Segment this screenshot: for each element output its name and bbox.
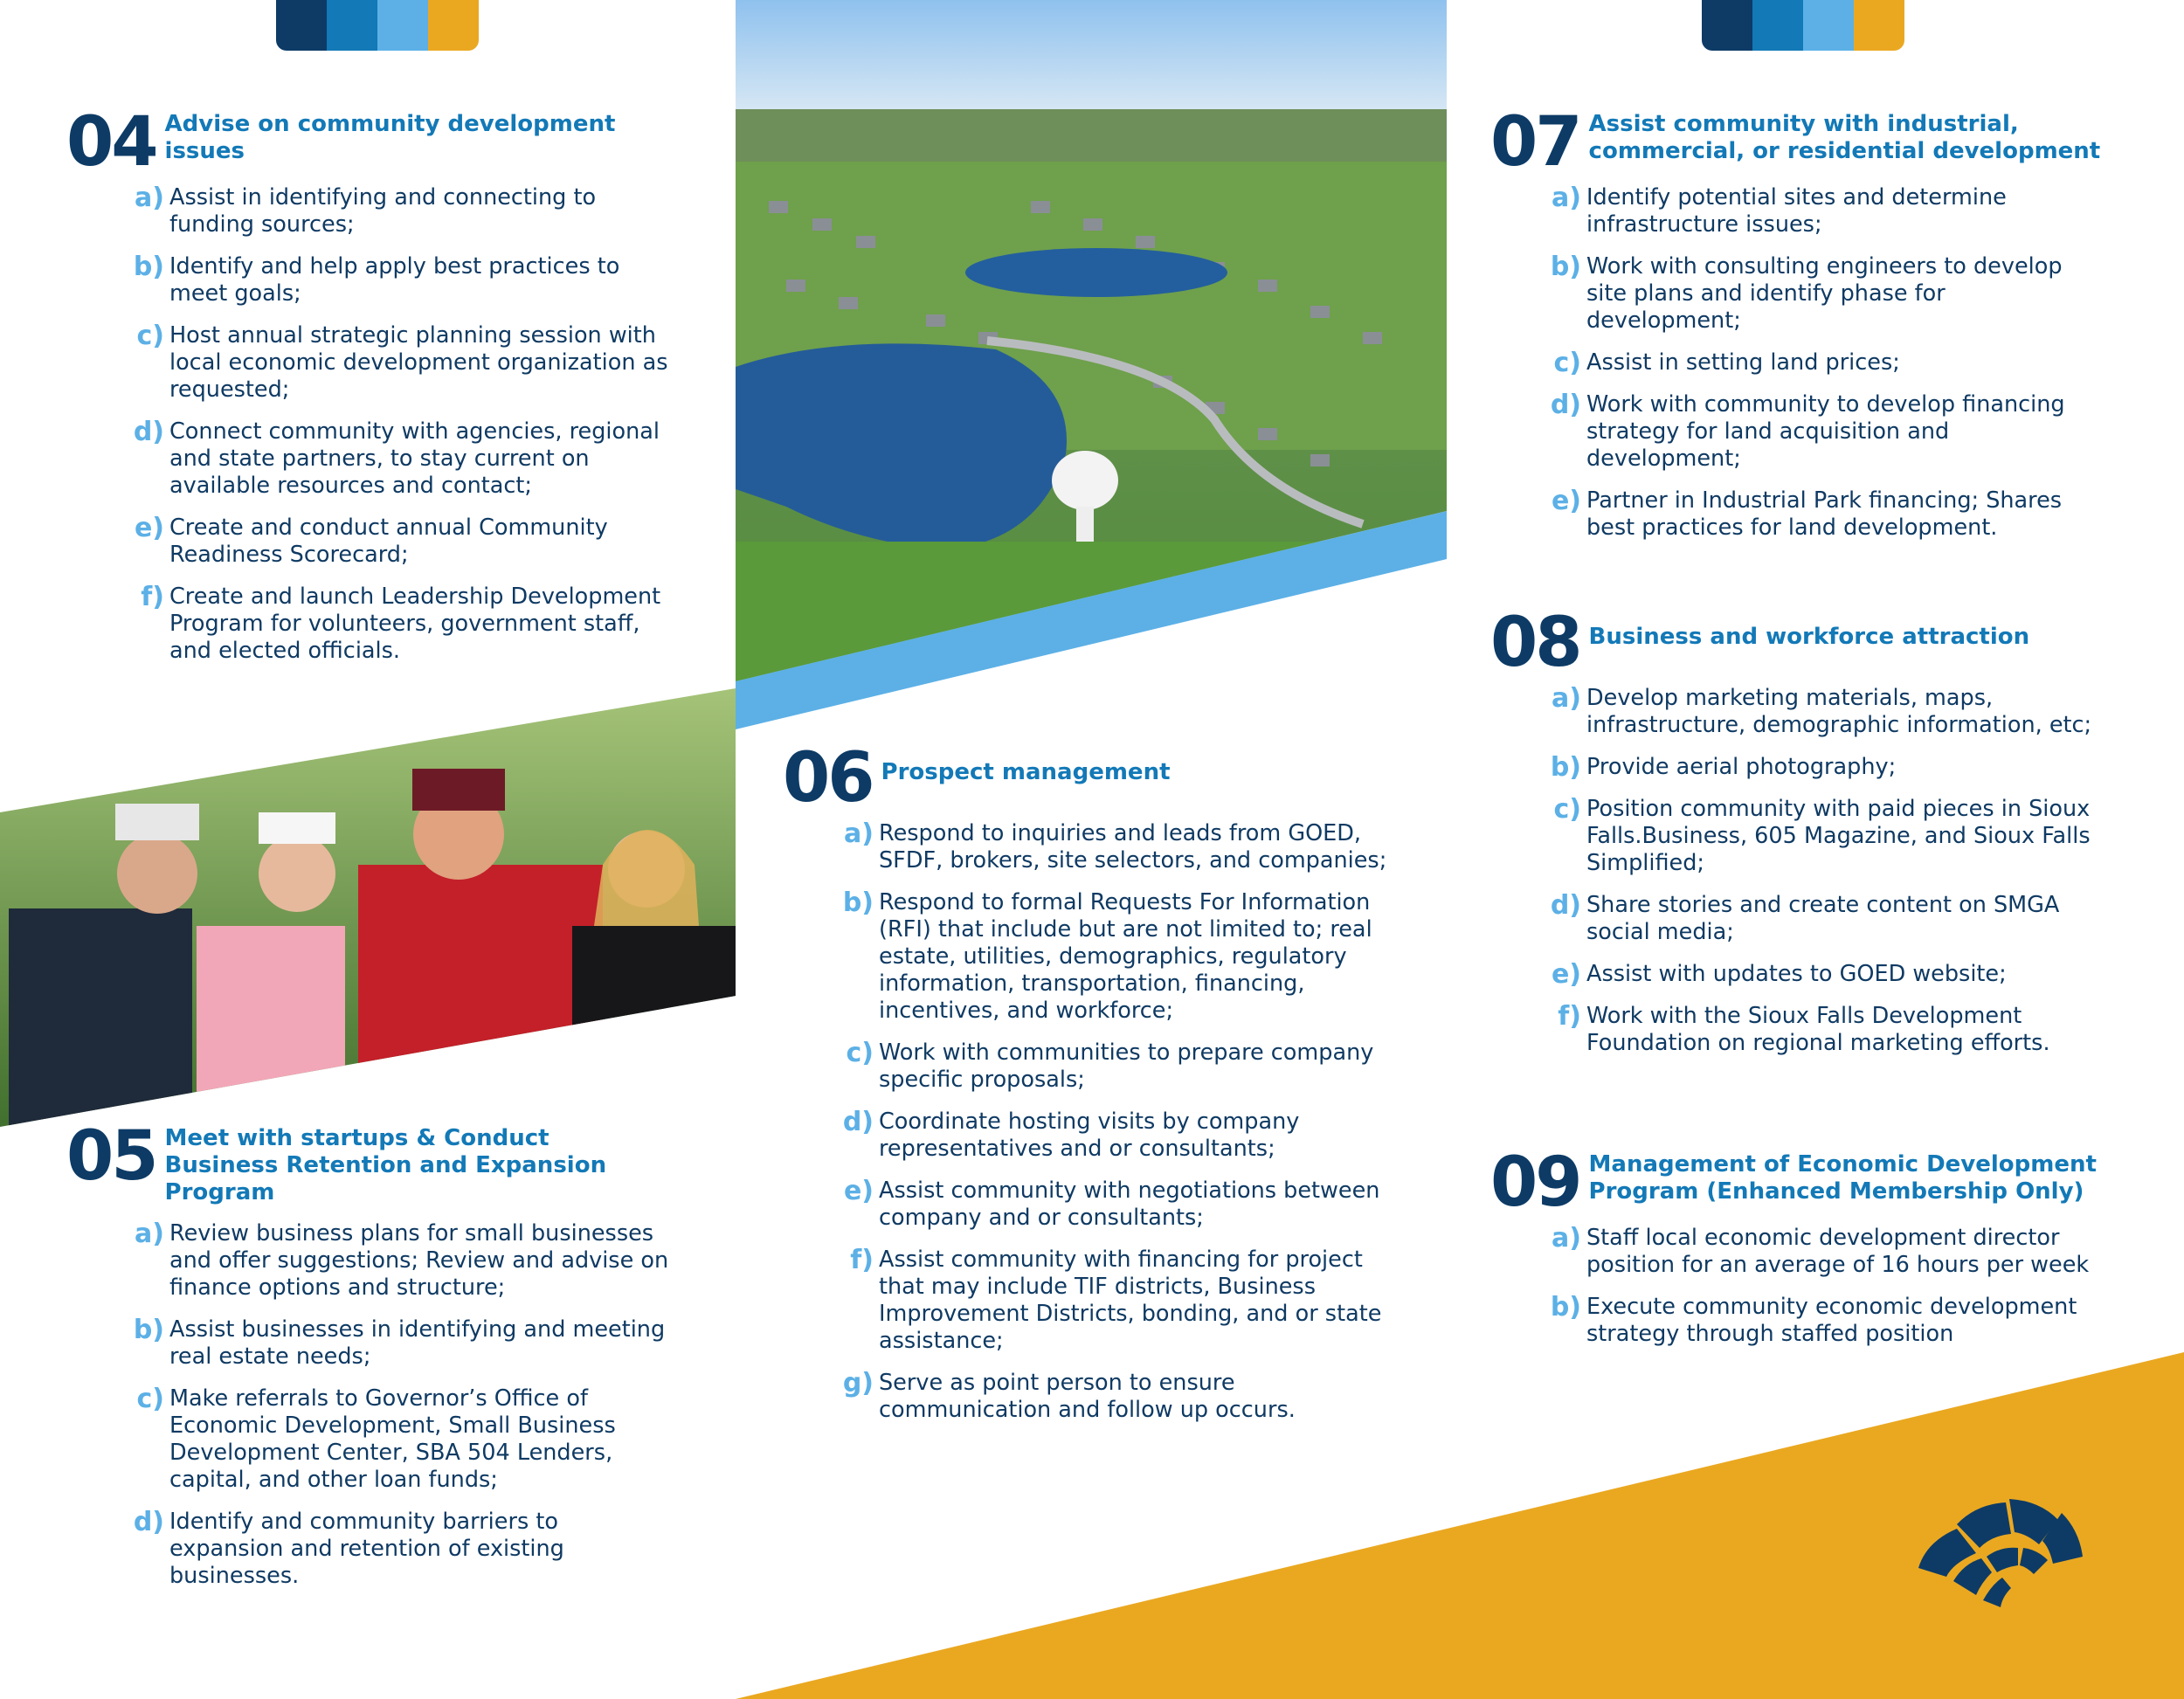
section-title: Prospect management bbox=[881, 759, 1171, 785]
item-text: Respond to inquiries and leads from GOED, SFDF, brokers, site selectors, and companies; bbox=[879, 820, 1387, 874]
item-text: Share stories and create content on SMGA social media; bbox=[1586, 892, 2060, 945]
list-item bbox=[124, 584, 669, 665]
item-text: Assist in identifying and connecting to funding sources; bbox=[169, 184, 597, 238]
list-item bbox=[124, 418, 669, 500]
item-text: Coordinate hosting visits by company representatives and or consultants; bbox=[879, 1108, 1300, 1162]
item-text: Identify and help apply best practices to meet goals; bbox=[169, 253, 620, 307]
list-item bbox=[1541, 1225, 2102, 1279]
item-letter: g) bbox=[842, 1368, 874, 1399]
item-text: Identify potential sites and determine infrastructure issues; bbox=[1586, 184, 2007, 238]
list-item bbox=[124, 322, 669, 404]
list-item bbox=[1541, 391, 2102, 473]
list-item bbox=[124, 1385, 669, 1494]
item-text: Review business plans for small businesses and offer suggestions; Review and advise on finance options and structure; bbox=[169, 1220, 669, 1301]
section-number: 06 bbox=[783, 739, 873, 818]
section-title: Business and workforce attraction bbox=[1588, 624, 2030, 650]
item-text: Assist businesses in identifying and meeting real estate needs; bbox=[169, 1316, 666, 1370]
list-item bbox=[833, 820, 1403, 874]
item-letter: e) bbox=[1551, 486, 1581, 516]
item-letter: b) bbox=[133, 1315, 164, 1345]
item-letter: b) bbox=[1550, 252, 1581, 282]
section-header bbox=[66, 1117, 669, 1206]
section-09 bbox=[1490, 1143, 2102, 1363]
item-letter: c) bbox=[846, 1038, 874, 1068]
section-06 bbox=[783, 739, 1403, 1439]
section-title: Management of Economic Development Program (Enhanced Membership Only) bbox=[1588, 1151, 2097, 1205]
section-header bbox=[783, 739, 1403, 818]
item-text: Work with community to develop financing strategy for land acquisition and development; bbox=[1586, 391, 2065, 472]
list-item bbox=[1541, 253, 2102, 335]
list-item bbox=[1541, 487, 2102, 542]
list-item bbox=[1541, 961, 2102, 988]
item-text: Assist in setting land prices; bbox=[1586, 349, 1900, 376]
item-letter: f) bbox=[1558, 1001, 1581, 1032]
item-text: Work with communities to prepare company specific proposals; bbox=[879, 1039, 1374, 1093]
item-text: Staff local economic development director position for an average of 16 hours per week bbox=[1586, 1225, 2090, 1278]
list-item bbox=[124, 1316, 669, 1371]
color-bars-left bbox=[276, 0, 479, 51]
item-list bbox=[1541, 1225, 2102, 1348]
list-item bbox=[1541, 796, 2102, 877]
list-item bbox=[124, 515, 669, 569]
item-text: Develop marketing materials, maps, infrastructure, demographic information, etc; bbox=[1586, 685, 2092, 738]
color-bars-right bbox=[1702, 0, 1904, 51]
section-07 bbox=[1490, 103, 2102, 556]
list-item bbox=[833, 1247, 1403, 1355]
item-letter: d) bbox=[842, 1107, 874, 1137]
list-item bbox=[833, 1370, 1403, 1424]
item-letter: d) bbox=[1550, 890, 1581, 921]
item-text: Create and launch Leadership Development Program for volunteers, government staff, and elected officials. bbox=[169, 584, 661, 664]
list-item bbox=[124, 253, 669, 307]
item-text: Identify and community barriers to expansion and retention of existing businesses. bbox=[169, 1509, 564, 1589]
item-letter: c) bbox=[1553, 348, 1581, 378]
section-title: Meet with startups & Conduct Business Retention and Expansion Program bbox=[164, 1125, 607, 1205]
section-05 bbox=[66, 1117, 669, 1605]
list-item bbox=[1541, 349, 2102, 376]
list-item bbox=[124, 1509, 669, 1590]
list-item bbox=[1541, 184, 2102, 238]
item-letter: c) bbox=[136, 1384, 164, 1414]
section-title: Assist community with industrial, commercial, or residential development bbox=[1588, 111, 2101, 164]
section-header bbox=[1490, 1143, 2102, 1222]
section-title: Advise on community development issues bbox=[164, 111, 616, 164]
section-number: 08 bbox=[1490, 604, 1580, 682]
item-letter: a) bbox=[135, 183, 164, 213]
section-header bbox=[1490, 103, 2102, 182]
item-text: Make referrals to Governor’s Office of Economic Development, Small Business Development Center, SBA 504 Lenders, capital, and other loan funds; bbox=[169, 1385, 616, 1493]
item-letter: b) bbox=[1550, 752, 1581, 783]
item-text: Execute community economic development strategy through staffed position bbox=[1586, 1294, 2077, 1347]
item-list bbox=[1541, 184, 2102, 542]
item-letter: a) bbox=[1552, 183, 1581, 213]
list-item bbox=[833, 1039, 1403, 1094]
list-item bbox=[124, 1220, 669, 1302]
list-item bbox=[1541, 1003, 2102, 1057]
item-letter: c) bbox=[136, 321, 164, 351]
list-item bbox=[833, 889, 1403, 1025]
item-letter: a) bbox=[1552, 1223, 1581, 1254]
item-list bbox=[1541, 685, 2102, 1057]
list-item bbox=[1541, 754, 2102, 781]
item-letter: b) bbox=[133, 252, 164, 282]
item-text: Work with consulting engineers to develop site plans and identify phase for development; bbox=[1586, 253, 2063, 334]
item-text: Assist community with financing for project that may include TIF districts, Business Improvement Districts, bonding, and or state assistance; bbox=[879, 1247, 1382, 1354]
list-item bbox=[1541, 685, 2102, 739]
item-text: Provide aerial photography; bbox=[1586, 754, 1897, 780]
item-text: Position community with paid pieces in Sioux Falls.Business, 605 Magazine, and Sioux Falls Simplified; bbox=[1586, 796, 2091, 876]
section-number: 09 bbox=[1490, 1143, 1580, 1222]
item-text: Assist with updates to GOED website; bbox=[1586, 961, 2007, 987]
item-text: Partner in Industrial Park financing; Shares best practices for land development. bbox=[1586, 487, 2063, 541]
group-photo bbox=[0, 681, 736, 1136]
item-text: Respond to formal Requests For Information (RFI) that include but are not limited to; real estate, utilities, demographics, regulatory information, transportation, financing, incentives, and workforce; bbox=[879, 889, 1372, 1024]
item-text: Connect community with agencies, regional and state partners, to stay current on available resources and contact; bbox=[169, 418, 660, 499]
item-letter: f) bbox=[850, 1245, 874, 1275]
item-text: Create and conduct annual Community Readiness Scorecard; bbox=[169, 515, 608, 568]
item-letter: a) bbox=[135, 1219, 164, 1249]
section-04 bbox=[66, 103, 669, 680]
item-list bbox=[124, 184, 669, 665]
item-text: Serve as point person to ensure communication and follow up occurs. bbox=[879, 1370, 1296, 1423]
item-letter: e) bbox=[843, 1176, 874, 1206]
item-letter: a) bbox=[844, 818, 874, 849]
item-letter: b) bbox=[842, 887, 874, 918]
list-item bbox=[124, 184, 669, 238]
list-item bbox=[833, 1108, 1403, 1163]
section-number: 05 bbox=[66, 1117, 156, 1196]
section-08 bbox=[1490, 604, 2102, 1072]
section-header bbox=[66, 103, 669, 182]
item-text: Assist community with negotiations between company and or consultants; bbox=[879, 1178, 1380, 1231]
section-number: 04 bbox=[66, 103, 156, 182]
item-text: Work with the Sioux Falls Development Foundation on regional marketing efforts. bbox=[1586, 1003, 2050, 1056]
item-text: Host annual strategic planning session with local economic development organization as requested; bbox=[169, 322, 668, 403]
list-item bbox=[1541, 1294, 2102, 1348]
item-letter: b) bbox=[1550, 1292, 1581, 1323]
item-letter: e) bbox=[134, 513, 164, 543]
item-list bbox=[833, 820, 1403, 1424]
item-letter: e) bbox=[1551, 959, 1581, 990]
item-letter: c) bbox=[1553, 794, 1581, 825]
item-list bbox=[124, 1220, 669, 1590]
item-letter: d) bbox=[133, 1507, 164, 1537]
item-letter: d) bbox=[1550, 390, 1581, 420]
item-letter: d) bbox=[133, 417, 164, 447]
list-item bbox=[1541, 892, 2102, 946]
list-item bbox=[833, 1178, 1403, 1232]
item-letter: f) bbox=[141, 582, 164, 612]
section-header bbox=[1490, 604, 2102, 682]
item-letter: a) bbox=[1552, 683, 1581, 714]
section-number: 07 bbox=[1490, 103, 1580, 182]
